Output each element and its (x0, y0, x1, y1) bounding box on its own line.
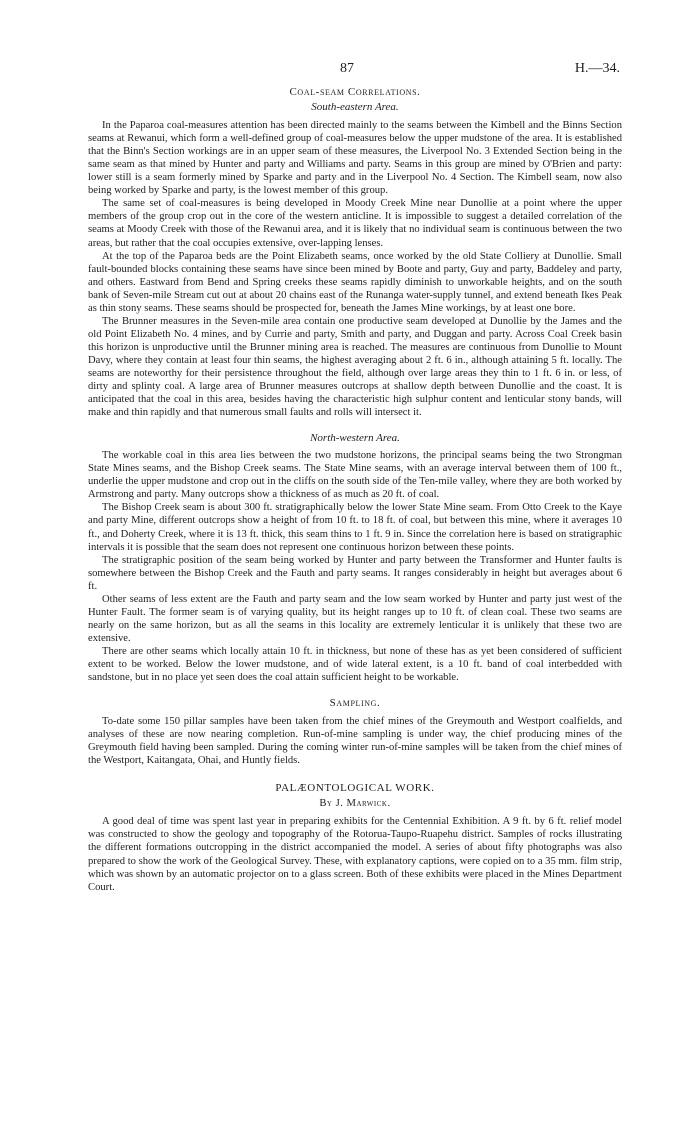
paragraph: In the Paparoa coal-measures attention has been directed mainly to the seams between the Kimbell and the Binns Section seams at Rewanui, which form a well-defined group of coal-measures below the upper mudstone of the area. It is established that the Binn's Section workings are in an upper seam of these measures, the Liverpool No. 3 Extended Section being in the same seam as that mined by Hunter and party and Williams and party. Seams in this group are mined by O'Brien and party: lower still is a seam formerly mined by Sparke and party and in the Liverpool No. 4 Section. The Kimbell seam, now also being worked by Sparke and party, is the lowest member of this group. (88, 120, 622, 197)
paragraph: The workable coal in this area lies between the two mudstone horizons, the principal seams being the two Strongman State Mines seams, and the Bishop Creek seams. The State Mine seams, with an average interval between them of 100 ft., underlie the upper mudstone and crop out in the cliffs on the south side of the Ten-mile valley, where they are both worked by Armstrong and party. Many outcrops show a thickness of as much as 20 ft. of coal. (88, 450, 622, 501)
palaeontological-work-heading: PALÆONTOLOGICAL WORK. (275, 782, 435, 795)
author-byline: By J. Marwick. (319, 798, 391, 810)
paragraph: A good deal of time was spent last year in preparing exhibits for the Centennial Exhibition. A 9 ft. by 6 ft. relief model was constructed to show the geology and topography of the Rotorua-Taupo-Ruapehu district. Samples of rocks illustrating the different formations outcropping in the district accompanied the model. A series of about fifty photographs was also prepared to show the work of the Geological Survey. These, with explanatory captions, were copied on to a 35 mm. film strip, which was shown by an automatic projector on to a glass screen. Both of these exhibits were placed in the Mines Department Court. (88, 816, 622, 893)
paragraph: To-date some 150 pillar samples have been taken from the chief mines of the Greymouth and Westport coalfields, and analyses of these are now nearing completion. Run-of-mine sampling is under way, the chief producing mines of the Greymouth field having been sampled. During the coming winter run-of-mine samples will be taken from the chief mines of the Westport, Kaitangata, Ohai, and Huntly fields. (88, 716, 622, 767)
north-western-area-subheading: North-western Area. (310, 432, 400, 445)
paragraph: At the top of the Paparoa beds are the Point Elizabeth seams, once worked by the old State Colliery at Dunollie. Small fault-bounded blocks containing these seams have since been mined by Boote and party, Guy and party, Baddeley and party, and others. Eastward from Bend and Spring creeks these seams rapidly diminish to unworkable heights, and on the south bank of Seven-mile Stream cut out at about 20 chains east of the Runanga water-supply tunnel, and extend beneath Ikes Peak as thin stony seams. These seams should be prospected for, beneath the James Mine workings, by at least one bore. (88, 250, 622, 314)
page-number: 87 (340, 61, 354, 76)
paragraph: Other seams of less extent are the Fauth and party seam and the low seam worked by Hunter and party just west of the Hunter Fault. The former seam is of varying quality, but its height ranges up to 10 ft. of clean coal. These two seams are nearly on the same horizon, but as all the seams in this locality are extremely lenticular it is unlikely that these two are extensive. (88, 593, 622, 644)
paragraph: The Bishop Creek seam is about 300 ft. stratigraphically below the lower State Mine seam. From Otto Creek to the Kaye and party Mine, different outcrops show a height of from 10 ft. to 18 ft. of coal, but between this mine, where it averages 10 ft., and Doherty Creek, where it is 13 ft. thick, this seam thins to 1 ft. 9 in. Since the correlation here is based on stratigraphic intervals it is possible that the seam does not represent one continuous horizon between these points. (88, 502, 622, 553)
document-id: H.—34. (574, 61, 620, 76)
paragraph: The stratigraphic position of the seam being worked by Hunter and party between the Transformer and Hunter faults is somewhere between the Bishop Creek and the Fauth and party seams. It ranges considerably in height but averages about 6 ft. (88, 554, 622, 592)
paragraph: There are other seams which locally attain 10 ft. in thickness, but none of these has as yet been considered of sufficient extent to be worked. Below the lower mudstone, and of wide lateral extent, is a 10 ft. band of coal interbedded with sandstone, but in no place yet seen does the coal attain sufficient height to be workable. (88, 645, 622, 684)
south-eastern-area-subheading: South-eastern Area. (311, 101, 399, 114)
page-header (88, 58, 622, 84)
paragraph: The Brunner measures in the Seven-mile area contain one productive seam developed at Dunollie by the James and the old Point Elizabeth No. 4 mines, and by Currie and party, Smith and party, and Duggan and party. Across Coal Creek basin this horizon is unproductive until the Brunner mining area is reached. The measures are continuous from Dunollie to Mount Davy, where they contain at least four thin seams, the highest averaging about 2 ft. 6 in., although attaining 5 ft. locally. The seams are noteworthy for their persistence throughout the field, although over large areas they thin to 1 ft. 6 in. or less, of dirty and splinty coal. A large area of Brunner measures outcrops at shallow depth between Dunollie and the coast. It is anticipated that the coal in this area, besides having the characteristic high sulphur content and lenticular stony bands, will make and thin rapidly and that numerous small faults and rolls will intersect it. (88, 315, 622, 419)
coal-seam-correlations-heading: Coal-seam Correlations. (289, 86, 421, 98)
paragraph: The same set of coal-measures is being developed in Moody Creek Mine near Dunollie at a point where the upper members of the group crop out in the core of the western anticline. It is impossible to suggest a detailed correlation of the seams at Moody Creek with those of the Rewanui area, and it is likely that no individual seam is continuous between the two areas, but rather that the coal occupies extensive, over-lapping lenses. (88, 198, 622, 249)
sampling-heading: Sampling. (329, 697, 381, 710)
